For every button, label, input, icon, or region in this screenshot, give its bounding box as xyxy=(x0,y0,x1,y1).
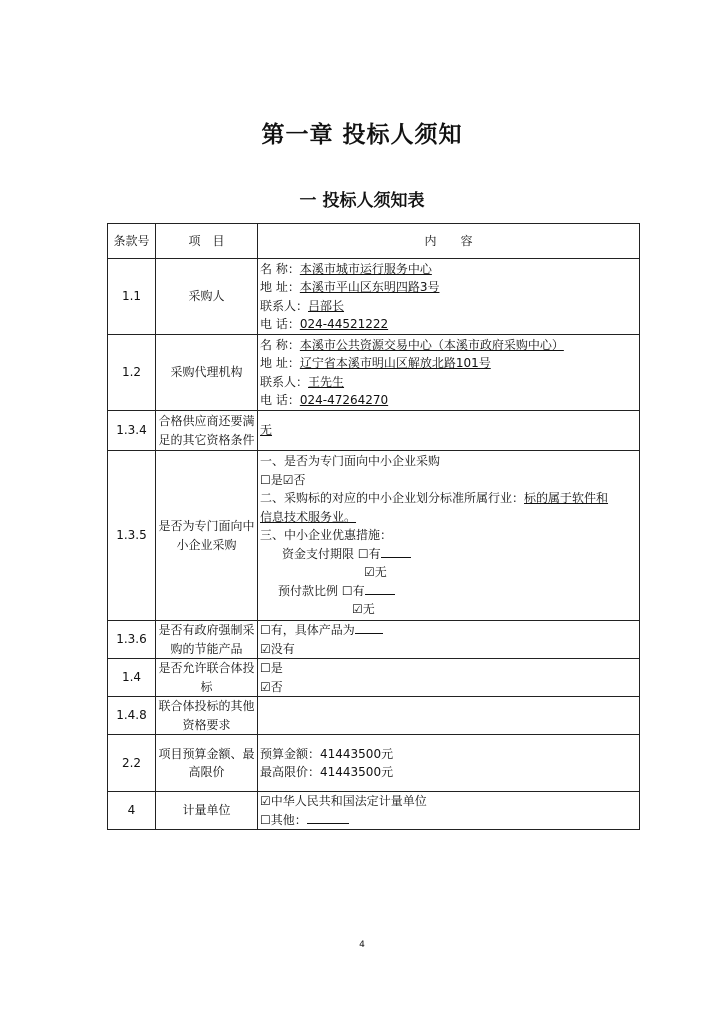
agency-name-line: 名 称：本溪市公共资源交易中心（本溪市政府采购中心） xyxy=(260,337,564,352)
table-row xyxy=(108,697,640,735)
table-row xyxy=(108,792,640,830)
item-name: 采购人 xyxy=(156,259,258,335)
item-content xyxy=(258,735,640,792)
table-row xyxy=(108,659,640,697)
clause-no: 1.3.5 xyxy=(108,451,156,621)
payment-term-no-line: ☑无 xyxy=(364,565,387,580)
agency-contact-line: 联系人：王先生 xyxy=(260,374,345,389)
clause-no: 1.2 xyxy=(108,335,156,411)
table-row xyxy=(108,621,640,659)
item-content xyxy=(258,335,640,411)
item-content xyxy=(258,621,640,659)
clause-no: 1.3.6 xyxy=(108,621,156,659)
payment-term-line: 资金支付期限 ☐有 xyxy=(260,545,637,564)
table-row xyxy=(108,735,640,792)
clause-no: 1.1 xyxy=(108,259,156,335)
item-name: 是否允许联合体投 标 xyxy=(156,659,258,697)
purchaser-contact-line: 联系人：吕部长 xyxy=(260,298,345,313)
industry-line-cont: 信息技术服务业。 xyxy=(260,509,357,524)
clause-no: 1.4 xyxy=(108,659,156,697)
table-row xyxy=(108,259,640,335)
item-name: 采购代理机构 xyxy=(156,335,258,411)
item-content xyxy=(258,259,640,335)
energy-product-line: ☐有，具体产品为 xyxy=(260,621,637,640)
purchaser-phone-line: 电 话：024-44521222 xyxy=(260,317,389,331)
clause-no: 2.2 xyxy=(108,735,156,792)
item-name: 项目预算金额、最 高限价 xyxy=(156,735,258,792)
item-name: 是否有政府强制采 购的节能产品 xyxy=(156,621,258,659)
sme-measures-line: 三、中小企业优惠措施： xyxy=(260,528,393,543)
max-price-line: 最高限价：41443500元 xyxy=(260,765,394,779)
clause-no: 1.4.8 xyxy=(108,697,156,735)
item-content xyxy=(258,792,640,830)
other-unit-line: ☐其他： xyxy=(260,811,637,830)
item-content xyxy=(258,659,640,697)
item-content: 无 xyxy=(258,411,640,451)
sme-question-line: 一、是否为专门面向中小企业采购 xyxy=(260,454,441,469)
consortium-no-line: ☑否 xyxy=(260,679,283,694)
header-clause-no: 条款号 xyxy=(108,224,156,259)
clause-no: 1.3.4 xyxy=(108,411,156,451)
item-name: 联合体投标的其他 资格要求 xyxy=(156,697,258,735)
agency-phone-line: 电 话：024-47264270 xyxy=(260,393,389,407)
item-name: 计量单位 xyxy=(156,792,258,830)
purchaser-address-line: 地 址：本溪市平山区东明四路3号 xyxy=(260,280,440,294)
legal-unit-line: ☑中华人民共和国法定计量单位 xyxy=(260,794,427,808)
header-content: 内 容 xyxy=(258,224,640,259)
item-name: 合格供应商还要满 足的其它资格条件 xyxy=(156,411,258,451)
table-row xyxy=(108,335,640,411)
table-row xyxy=(108,411,640,451)
sme-answer-line: ☐是☑否 xyxy=(260,472,306,487)
bidder-notice-table xyxy=(107,223,640,830)
table-header-row xyxy=(108,224,640,259)
agency-address-line: 地 址：辽宁省本溪市明山区解放北路101号 xyxy=(260,356,491,370)
chapter-title: 第一章 投标人须知 xyxy=(261,122,463,148)
budget-amount-line: 预算金额：41443500元 xyxy=(260,746,394,761)
clause-no: 4 xyxy=(108,792,156,830)
advance-payment-line: 预付款比例 ☐有 xyxy=(260,582,637,601)
section-title: 一 投标人须知表 xyxy=(299,191,425,211)
item-content xyxy=(258,697,640,735)
header-item: 项 目 xyxy=(156,224,258,259)
table-row xyxy=(108,451,640,621)
energy-product-no-line: ☑没有 xyxy=(260,641,295,656)
consortium-yes-line: ☐是 xyxy=(260,661,283,675)
item-name: 是否为专门面向中 小企业采购 xyxy=(156,451,258,621)
item-content xyxy=(258,451,640,621)
industry-line: 二、采购标的对应的中小企业划分标准所属行业：标的属于软件和 xyxy=(260,491,609,506)
purchaser-name-line: 名 称：本溪市城市运行服务中心 xyxy=(260,261,432,276)
advance-payment-no-line: ☑无 xyxy=(352,602,375,617)
page-number: 4 xyxy=(359,940,365,950)
